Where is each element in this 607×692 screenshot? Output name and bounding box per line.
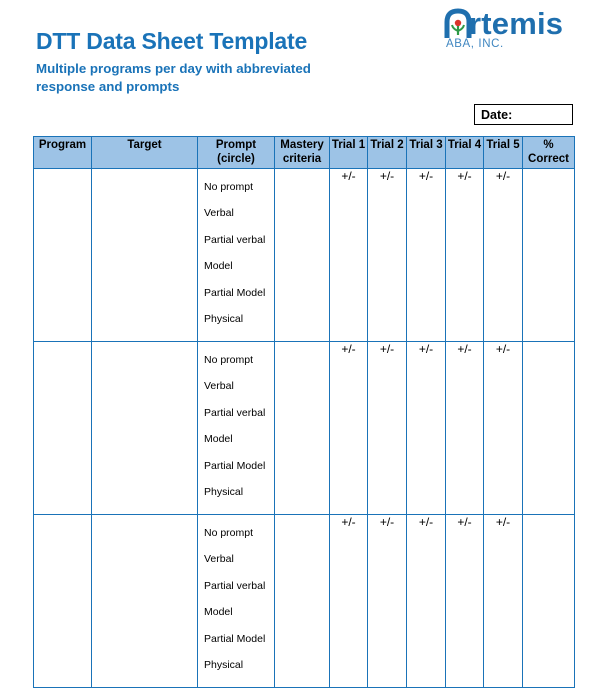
prompt-option[interactable]: Partial Model <box>204 459 266 472</box>
prompt-options-list <box>198 515 274 685</box>
target-cell[interactable] <box>92 169 198 342</box>
logo-tagline: ABA, INC. <box>446 38 504 50</box>
trial-4-cell[interactable]: +/- <box>446 342 484 515</box>
trial-2-cell[interactable]: +/- <box>368 515 407 688</box>
prompt-options-list <box>198 169 274 339</box>
data-sheet-table <box>33 136 575 688</box>
program-cell[interactable] <box>34 169 92 342</box>
column-header: Trial 4 <box>446 137 484 169</box>
prompt-option[interactable]: Model <box>204 260 233 273</box>
prompt-option[interactable]: Partial verbal <box>204 579 266 592</box>
target-cell[interactable] <box>92 515 198 688</box>
page-title: DTT Data Sheet Template <box>36 28 308 54</box>
mastery-criteria-cell[interactable] <box>275 515 330 688</box>
date-label: Date: <box>481 108 513 122</box>
prompt-option[interactable]: No prompt <box>204 354 254 366</box>
column-header: Prompt (circle) <box>198 137 275 169</box>
trial-1-cell[interactable]: +/- <box>330 515 368 688</box>
program-cell[interactable] <box>34 515 92 688</box>
prompt-option[interactable]: Partial Model <box>204 632 266 645</box>
column-header: % Correct <box>523 137 575 169</box>
table-row <box>34 515 575 688</box>
percent-correct-cell[interactable] <box>523 515 575 688</box>
trial-3-cell[interactable]: +/- <box>407 515 446 688</box>
prompt-cell[interactable] <box>198 169 275 342</box>
prompt-cell[interactable] <box>198 515 275 688</box>
trial-5-cell[interactable]: +/- <box>484 342 523 515</box>
prompt-option[interactable]: No prompt <box>204 181 254 193</box>
mastery-criteria-cell[interactable] <box>275 169 330 342</box>
prompt-options-list <box>198 342 274 512</box>
trial-5-cell[interactable]: +/- <box>484 515 523 688</box>
prompt-option[interactable]: Verbal <box>204 207 234 220</box>
prompt-option[interactable]: Partial verbal <box>204 233 266 246</box>
page-subtitle: Multiple programs per day with abbreviated response and prompts <box>36 61 311 94</box>
trial-2-cell[interactable]: +/- <box>368 169 407 342</box>
trial-4-cell[interactable]: +/- <box>446 515 484 688</box>
prompt-cell[interactable] <box>198 342 275 515</box>
trial-1-cell[interactable]: +/- <box>330 169 368 342</box>
table-row <box>34 342 575 515</box>
prompt-option[interactable]: Model <box>204 606 233 619</box>
trial-1-cell[interactable]: +/- <box>330 342 368 515</box>
date-field[interactable] <box>474 104 573 125</box>
trial-3-cell[interactable]: +/- <box>407 169 446 342</box>
prompt-option[interactable]: Physical <box>204 485 244 498</box>
column-header: Trial 3 <box>407 137 446 169</box>
trial-5-cell[interactable]: +/- <box>484 169 523 342</box>
program-cell[interactable] <box>34 342 92 515</box>
prompt-option[interactable]: No prompt <box>204 527 254 539</box>
artemis-logo <box>442 4 572 54</box>
prompt-option[interactable]: Physical <box>204 312 244 325</box>
logo-wordmark: rtemis <box>469 6 564 41</box>
table-header-row <box>34 137 575 169</box>
prompt-option[interactable]: Partial verbal <box>204 406 266 419</box>
column-header: Trial 2 <box>368 137 407 169</box>
target-cell[interactable] <box>92 342 198 515</box>
percent-correct-cell[interactable] <box>523 342 575 515</box>
percent-correct-cell[interactable] <box>523 169 575 342</box>
column-header: Trial 1 <box>330 137 368 169</box>
column-header: Mastery criteria <box>275 137 330 169</box>
trial-4-cell[interactable]: +/- <box>446 169 484 342</box>
mastery-criteria-cell[interactable] <box>275 342 330 515</box>
prompt-option[interactable]: Verbal <box>204 553 234 566</box>
column-header: Trial 5 <box>484 137 523 169</box>
table-row <box>34 169 575 342</box>
prompt-option[interactable]: Model <box>204 433 233 446</box>
column-header: Target <box>92 137 198 169</box>
column-header: Program <box>34 137 92 169</box>
prompt-option[interactable]: Verbal <box>204 380 234 393</box>
trial-3-cell[interactable]: +/- <box>407 342 446 515</box>
prompt-option[interactable]: Physical <box>204 658 244 671</box>
trial-2-cell[interactable]: +/- <box>368 342 407 515</box>
logo-a-mark-icon <box>444 8 472 38</box>
prompt-option[interactable]: Partial Model <box>204 286 266 299</box>
